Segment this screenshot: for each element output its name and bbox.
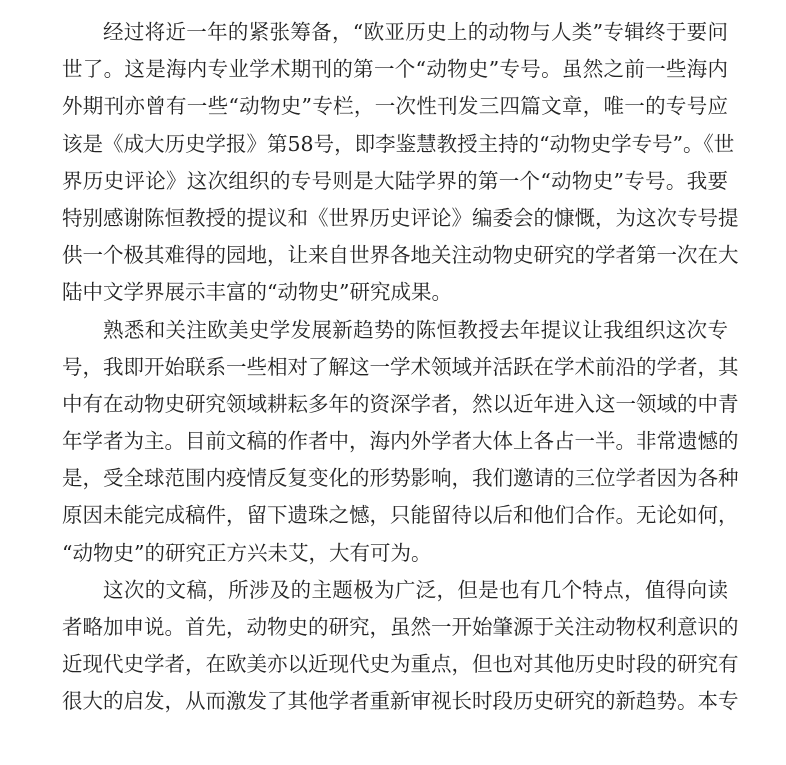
- text-line: 特别感谢陈恒教授的提议和《世界历史评论》编委会的慷慨，为这次专号提: [62, 205, 739, 230]
- paragraph-1: [62, 14, 739, 312]
- text-line: 近现代史学者，在欧美亦以近现代史为重点，但也对其他历史时段的研究有: [62, 652, 739, 677]
- document-page: [62, 14, 739, 721]
- text-line: 该是《成大历史学报》第58号，即李鉴慧教授主持的“动物史学专号”。《世: [62, 131, 735, 156]
- text-line: 陆中文学界展示丰富的“动物史”研究成果。: [62, 280, 452, 305]
- text-line: 熟悉和关注欧美史学发展新趋势的陈恒教授去年提议让我组织这次专: [103, 317, 728, 342]
- text-line: 者略加申说。首先，动物史的研究，虽然一开始肇源于关注动物权利意识的: [62, 615, 739, 639]
- text-line: 供一个极其难得的园地，让来自世界各地关注动物史研究的学者第一次在大: [62, 243, 739, 268]
- text-line: 经过将近一年的紧张筹备，“欧亚历史上的动物与人类”专辑终于要问: [103, 20, 728, 44]
- text-line: 中有在动物史研究领域耕耘多年的资深学者，然以近年进入这一领域的中青: [62, 391, 739, 416]
- text-line: “动物史”的研究正方兴未艾，大有可为。: [62, 540, 432, 565]
- text-line: 是，受全球范围内疫情反复变化的形势影响，我们邀请的三位学者因为各种: [62, 466, 739, 491]
- text-line: 很大的启发，从而激发了其他学者重新审视长时段历史研究的新趋势。本专: [62, 689, 739, 714]
- text-line: 世了。这是海内专业学术期刊的第一个“动物史”专号。虽然之前一些海内: [62, 57, 728, 82]
- text-line: 这次的文稿，所涉及的主题极为广泛，但是也有几个特点，值得向读: [103, 577, 728, 602]
- paragraph-2: [62, 312, 739, 572]
- text-line: 界历史评论》这次组织的专号则是大陆学界的第一个“动物史”专号。我要: [62, 168, 728, 193]
- paragraph-3: [62, 572, 739, 721]
- text-line: 原因未能完成稿件，留下遗珠之憾，只能留待以后和他们合作。无论如何，: [62, 503, 739, 528]
- text-line: 号，我即开始联系一些相对了解这一学术领域并活跃在学术前沿的学者，其: [62, 354, 739, 379]
- text-line: 外期刊亦曾有一些“动物史”专栏，一次性刊发三四篇文章，唯一的专号应: [62, 94, 728, 119]
- text-line: 年学者为主。目前文稿的作者中，海内外学者大体上各占一半。非常遗憾的: [62, 429, 739, 454]
